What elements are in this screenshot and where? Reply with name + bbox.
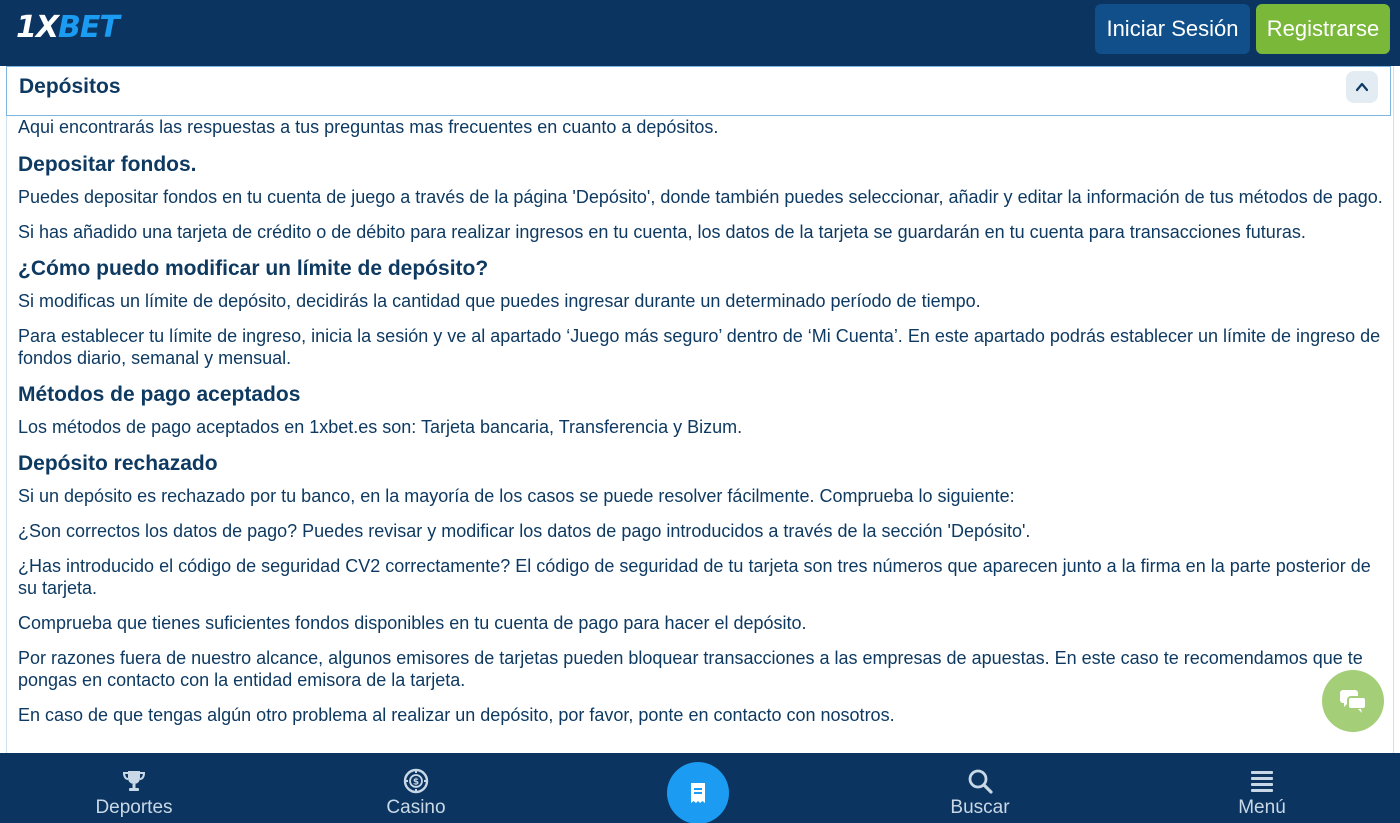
chevron-up-icon [1355,80,1369,94]
login-button[interactable]: Iniciar Sesión [1095,4,1250,54]
accordion-header[interactable] [6,66,1391,116]
section-paragraph: Los métodos de pago aceptados en 1xbet.es son: Tarjeta bancaria, Transferencia y Bizum. [18,417,743,437]
section-title-rejected-deposit: Depósito rechazado [18,452,218,475]
logo-prefix: 1X [16,10,59,45]
section-paragraph: ¿Son correctos los datos de pago? Puedes revisar y modificar los datos de pago introducidos a través de la sección 'Depósito'. [18,521,1031,541]
section-title-deposit-limit: ¿Cómo puedo modificar un límite de depósito? [18,257,489,280]
faq-content [18,116,1384,739]
nav-label-search: Buscar [950,797,1010,818]
section-title-deposit-funds: Depositar fondos. [18,153,197,176]
intro-text: Aqui encontrarás las respuestas a tus preguntas mas frecuentes en cuanto a depósitos. [18,117,719,137]
section-paragraph: Para establecer tu límite de ingreso, inicia la sesión y ve al apartado ‘Juego más seguro’ dentro de ‘Mi Cuenta’. En este apartado podrás establecer un límite de ingreso de fondos diario, semanal y mensual. [18,326,1381,368]
accordion-title: Depósitos [19,75,121,98]
betslip-icon [686,780,710,806]
section-paragraph: Por razones fuera de nuestro alcance, algunos emisores de tarjetas pueden bloquear transacciones a las empresas de apuestas. En este caso te recomendamos que te pongas en contacto con la entidad emisora de la tarjeta. [18,648,1363,690]
nav-item-menu[interactable] [1162,753,1362,823]
top-header [0,0,1400,66]
nav-item-sports[interactable] [34,753,234,823]
register-button[interactable]: Registrarse [1256,4,1390,54]
betslip-button[interactable] [667,762,729,823]
nav-label-casino: Casino [386,797,446,818]
section-paragraph: Si un depósito es rechazado por tu banco, en la mayoría de los casos se puede resolver fácilmente. Comprueba lo siguiente: [18,486,1015,506]
nav-label-sports: Deportes [95,797,173,818]
section-paragraph: Si modificas un límite de depósito, decidirás la cantidad que puedes ingresar durante un determinado período de tiempo. [18,291,981,311]
chat-button[interactable] [1322,670,1384,732]
search-icon [966,767,994,795]
section-title-payment-methods: Métodos de pago aceptados [18,383,301,406]
trophy-icon [120,767,148,795]
section-paragraph: Puedes depositar fondos en tu cuenta de juego a través de la página 'Depósito', donde también puedes seleccionar, añadir y editar la información de tus métodos de pago. [18,187,1383,207]
nav-item-search[interactable] [880,753,1080,823]
accordion-toggle-button[interactable] [1346,71,1378,103]
nav-item-casino[interactable] [316,753,516,823]
casino-chip-icon [402,767,430,795]
section-paragraph: En caso de que tengas algún otro problema al realizar un depósito, por favor, ponte en contacto con nosotros. [18,705,895,725]
brand-logo[interactable] [16,12,119,44]
chat-icon [1338,686,1368,716]
svg-text:$: $ [412,777,420,788]
section-paragraph: Si has añadido una tarjeta de crédito o de débito para realizar ingresos en tu cuenta, los datos de la tarjeta se guardarán en tu cuenta para transacciones futuras. [18,222,1306,242]
nav-label-menu: Menú [1238,797,1286,818]
logo-suffix: BET [58,10,119,45]
section-paragraph: Comprueba que tienes suficientes fondos disponibles en tu cuenta de pago para hacer el depósito. [18,613,807,633]
section-paragraph: ¿Has introducido el código de seguridad CV2 correctamente? El código de seguridad de tu tarjeta son tres números que aparecen junto a la firma en la parte posterior de su tarjeta. [18,556,1371,598]
menu-icon [1248,767,1276,795]
